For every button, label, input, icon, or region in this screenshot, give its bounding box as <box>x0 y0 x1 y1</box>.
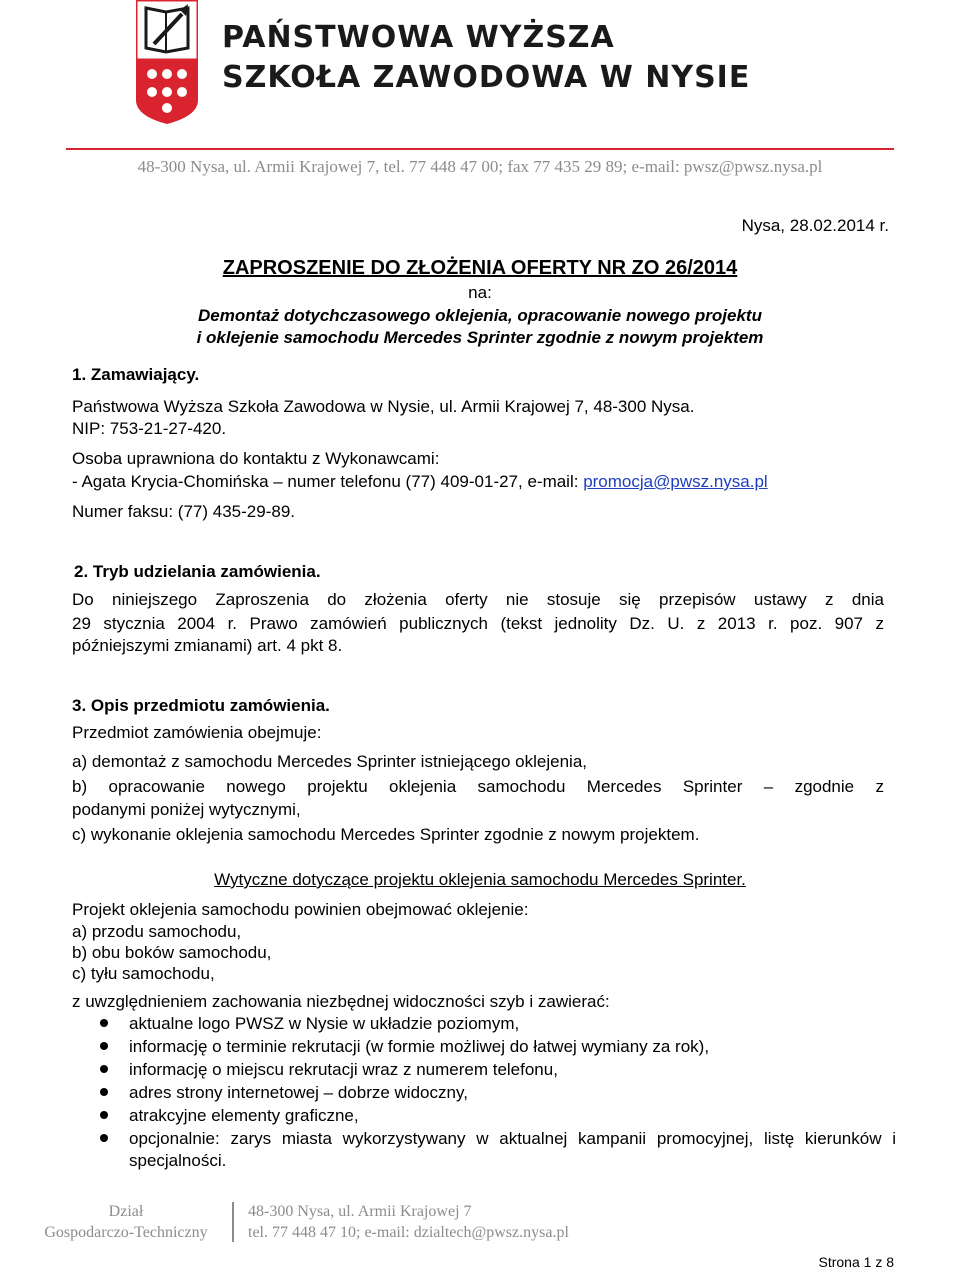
university-name-line2: SZKOŁA ZAWODOWA W NYSIE <box>222 60 751 95</box>
scope-item-b-line2: podanymi poniżej wytycznymi, <box>72 800 301 819</box>
section-2-heading: 2. Tryb udzielania zamówienia. <box>74 562 321 581</box>
bullet-icon <box>100 1134 108 1142</box>
content-requirements-list <box>72 1013 896 1173</box>
footer-department <box>36 1201 216 1243</box>
scope-item-a: a) demontaż z samochodu Mercedes Sprinter istniejącego oklejenia, <box>72 752 587 771</box>
list-item: opcjonalnie: zarys miasta wykorzystywany w aktualnej kampanii promocyjnej, listę kierunków i specjalności. <box>72 1128 896 1172</box>
footer-divider <box>232 1202 234 1242</box>
ordering-party-nip: NIP: 753-21-27-420. <box>72 419 227 438</box>
crest-icon <box>136 0 198 124</box>
title-connector: na: <box>468 283 492 302</box>
list-item: informację o miejscu rekrutacji wraz z numerem telefonu, <box>72 1059 896 1081</box>
wrap-scope-front: a) przodu samochodu, <box>72 922 242 941</box>
contact-email-link[interactable]: promocja@pwsz.nysa.pl <box>583 472 768 491</box>
wrap-scope-sides: b) obu boków samochodu, <box>72 943 272 962</box>
wrap-scope-rear: c) tyłu samochodu, <box>72 964 215 983</box>
list-item: adres strony internetowej – dobrze widoczny, <box>72 1082 896 1104</box>
document-date: Nysa, 28.02.2014 r. <box>741 216 889 235</box>
section-1-heading: 1. Zamawiający. <box>72 365 200 384</box>
footer-dept-line1: Dział <box>108 1203 144 1220</box>
document-title: ZAPROSZENIE DO ZŁOŻENIA OFERTY NR ZO 26/2014 <box>222 257 738 279</box>
ordering-party-address: Państwowa Wyższa Szkoła Zawodowa w Nysie, ul. Armii Krajowej 7, 48-300 Nysa. <box>72 397 695 416</box>
footer-addr-line1: 48-300 Nysa, ul. Armii Krajowej 7 <box>248 1203 472 1220</box>
footer-dept-line2: Gospodarczo-Techniczny <box>44 1224 208 1241</box>
section-2-text-line3: późniejszymi zmianami) art. 4 pkt 8. <box>72 636 343 655</box>
footer-addr-line2: tel. 77 448 47 10; e-mail: dzialtech@pwsz.nysa.pl <box>248 1224 569 1241</box>
page-number: Strona 1 z 8 <box>818 1254 894 1270</box>
guidelines-heading: Wytyczne dotyczące projektu oklejenia samochodu Mercedes Sprinter. <box>214 870 746 889</box>
bullet-icon <box>100 1088 108 1096</box>
bullet-icon <box>100 1042 108 1050</box>
bullet-icon <box>100 1019 108 1027</box>
fax-number: Numer faksu: (77) 435-29-89. <box>72 502 295 521</box>
contact-person-details: - Agata Krycia-Chomińska – numer telefonu (77) 409-01-27, e-mail: <box>72 472 584 491</box>
footer-address <box>248 1201 569 1243</box>
content-intro: z uwzględnieniem zachowania niezbędnej widoczności szyb i zawierać: <box>72 992 610 1011</box>
section-3-intro: Przedmiot zamówienia obejmuje: <box>72 723 322 742</box>
contact-person-line <box>72 472 768 492</box>
list-item: informację o terminie rekrutacji (w formie możliwej do łatwej wymiany za rok), <box>72 1036 896 1058</box>
subject-line-1: Demontaż dotychczasowego oklejenia, opracowanie nowego projektu <box>198 306 762 325</box>
section-2-text-line1: Do niniejszego Zaproszenia do złożenia oferty nie stosuje się przepisów ustawy z dnia <box>72 590 884 609</box>
header-divider <box>66 148 894 150</box>
scope-item-c: c) wykonanie oklejenia samochodu Mercedes Sprinter zgodnie z nowym projektem. <box>72 825 700 844</box>
bullet-icon <box>100 1065 108 1073</box>
list-item: atrakcyjne elementy graficzne, <box>72 1105 896 1127</box>
list-item: aktualne logo PWSZ w Nysie w układzie poziomym, <box>72 1013 896 1035</box>
contact-person-label: Osoba uprawniona do kontaktu z Wykonawcami: <box>72 449 440 468</box>
university-name-line1: PAŃSTWOWA WYŻSZA <box>222 20 615 55</box>
scope-item-b-line1: b) opracowanie nowego projektu oklejenia samochodu Mercedes Sprinter – zgodnie z <box>72 777 884 796</box>
subject-line-2: i oklejenie samochodu Mercedes Sprinter zgodnie z nowym projektem <box>196 328 764 347</box>
section-2-text-line2: 29 stycznia 2004 r. Prawo zamówień publicznych (tekst jednolity Dz. U. z 2013 r. poz. 907 z <box>72 614 884 633</box>
wrap-scope-intro: Projekt oklejenia samochodu powinien obejmować oklejenie: <box>72 900 529 919</box>
header-address: 48-300 Nysa, ul. Armii Krajowej 7, tel. 77 448 47 00; fax 77 435 29 89; e-mail: pwsz@pwsz.nysa.pl <box>137 157 823 176</box>
bullet-icon <box>100 1111 108 1119</box>
section-3-heading: 3. Opis przedmiotu zamówienia. <box>72 696 330 715</box>
